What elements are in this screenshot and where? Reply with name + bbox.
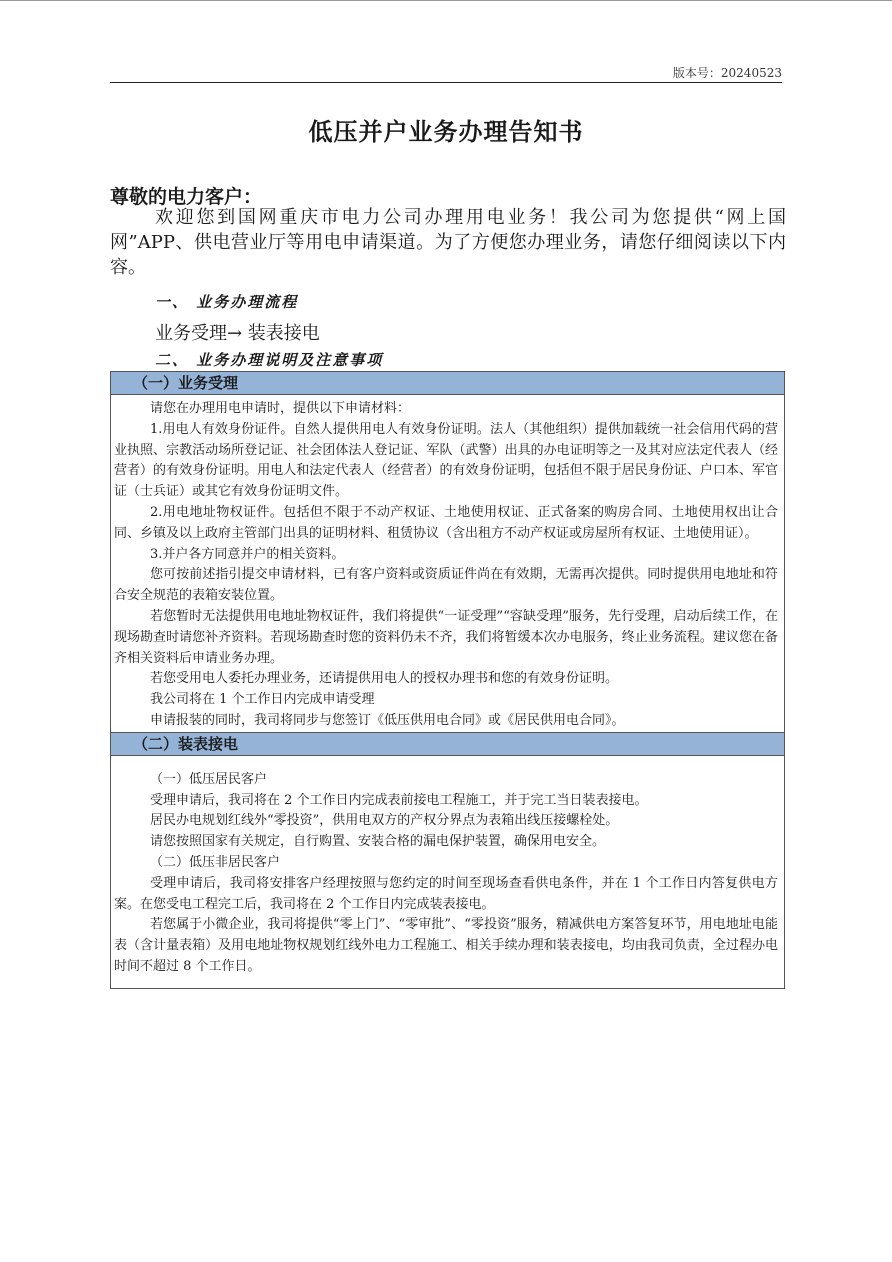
heading-process: 一、 业务办理流程 xyxy=(155,293,299,311)
paragraph: 1.用电人有效身份证件。自然人提供用电人有效身份证明。法人（其他组织）提供加载统一社会信用代码的营业执照、宗教活动场所登记证、社会团体法人登记证、军队（武警）出具的办电证明等之一及其对应法定代表人（经营者）的有效身份证明。用电人和法定代表人（经营者）的有效身份证明，包括但不限于居民身份证、户口本、军官证（士兵证）或其它有效身份证明文件。 xyxy=(114,421,778,500)
heading-notes: 二、 业务办理说明及注意事项 xyxy=(155,351,384,369)
page-top-border xyxy=(0,0,892,1)
paragraph: 居民办电规划红线外“零投资”，供用电双方的产权分界点为表箱出线压接螺栓处。 xyxy=(150,813,619,829)
intro-paragraph: 欢迎您到国网重庆市电力公司办理用电业务！我公司为您提供“网上国网”APP、供电营业厅等用电申请渠道。为了方便您办理业务，请您仔细阅读以下内容。 xyxy=(110,207,786,278)
section-bar-installation: （二）装表接电 xyxy=(111,732,784,756)
paragraph: 2.用电地址物权证件。包括但不限于不动产权证、土地使用权证、正式备案的购房合同、土地使用权出让合同、乡镇及以上政府主管部门出具的证明材料、租赁协议（含出租方不动产权证或房屋所有权证、土地使用证）。 xyxy=(114,504,778,541)
notes-table xyxy=(110,371,785,989)
paragraph: 若您属于小微企业，我司将提供“零上门”、“零审批”、“零投资”服务，精减供电方案答复环节，用电地址电能表（含计量表箱）及用电地址物权规划红线外电力工程施工、相关手续办理和装表接电，均由我司负责，全过程办电时间不超过 8 个工作日。 xyxy=(114,917,778,974)
section-body-installation xyxy=(111,756,784,988)
greeting: 尊敬的电力客户： xyxy=(110,186,263,208)
paragraph: 受理申请后，我司将安排客户经理按照与您约定的时间至现场查看供电条件，并在 1 个工作日内答复供电方案。在您受电工程完工后，我司将在 2 个工作日内完成装表接电。 xyxy=(114,875,778,912)
paragraph: 请您在办理用电申请时，提供以下申请材料： xyxy=(150,401,411,416)
paragraph: 您可按前述指引提交申请材料，已有客户资料或资质证件尚在有效期，无需再次提供。同时提供用电地址和符合安全规范的表箱安装位置。 xyxy=(114,567,778,604)
paragraph: （二）低压非居民客户 xyxy=(150,854,281,870)
paragraph: 申请报装的同时，我司将同步与您签订《低压供用电合同》或《居民供用电合同》。 xyxy=(150,712,625,728)
document-title: 低压并户业务办理告知书 xyxy=(308,117,584,146)
paragraph: 若您暂时无法提供用电地址物权证件，我们将提供“一证受理”“容缺受理”服务，先行受理，启动后续工作，在现场勘查时请您补齐资料。若现场勘查时您的资料仍未不齐，我们将暂缓本次办电服务，终止业务流程。建议您在备齐相关资料后申请业务办理。 xyxy=(114,608,778,666)
version-number: 版本号：20240523 xyxy=(672,66,782,80)
paragraph: 若您受用电人委托办理业务，还请提供用电人的授权办理书和您的有效身份证明。 xyxy=(150,671,619,687)
section-bar-acceptance: （一）业务受理 xyxy=(111,372,784,395)
header-rule xyxy=(110,82,782,83)
paragraph: 我公司将在 1 个工作日内完成申请受理 xyxy=(150,692,375,708)
paragraph: 3.并户各方同意并户的相关资料。 xyxy=(150,546,345,562)
paragraph: 受理申请后，我司将在 2 个工作日内完成表前接电工程施工，并于完工当日装表接电。 xyxy=(150,792,648,808)
process-flow: 业务受理→ 装表接电 xyxy=(155,323,320,344)
paragraph: 请您按照国家有关规定，自行购置、安装合格的漏电保护装置，确保用电安全。 xyxy=(150,834,606,850)
section-body-acceptance xyxy=(111,395,784,732)
paragraph: （一）低压居民客户 xyxy=(150,771,268,787)
